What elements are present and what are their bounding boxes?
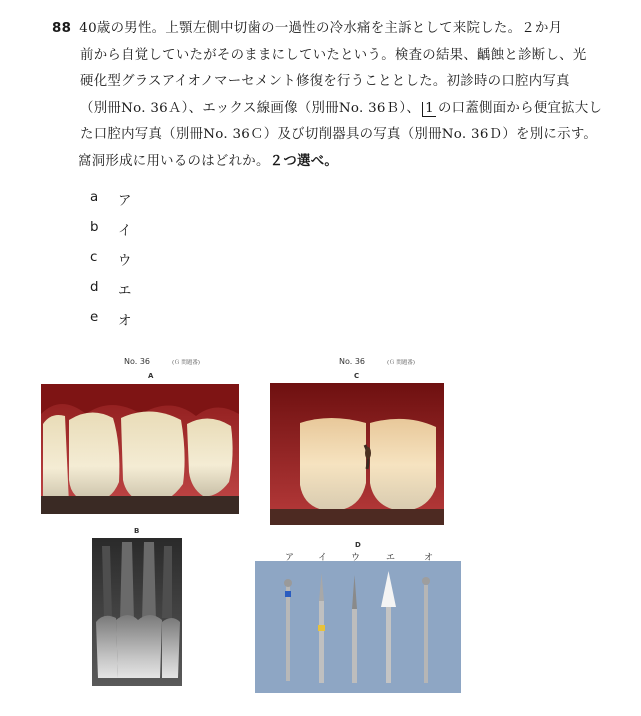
choice-a[interactable]: a ア	[90, 190, 132, 209]
choice-d[interactable]: d エ	[90, 280, 132, 299]
instrument-label-a: ア	[285, 553, 295, 563]
tooth-notation: 1	[422, 102, 436, 117]
question-line-2: 前から自覚していたがそのままにしていたという。検査の結果、齲蝕と診断し、光	[80, 47, 587, 63]
figure-caption-right: No. 36 (Ｇ 問題番)	[339, 357, 416, 366]
choice-c[interactable]: c ウ	[90, 250, 132, 269]
instrument-label-e: エ	[386, 553, 396, 563]
instruments-photo-d	[255, 561, 461, 693]
intraoral-photo-a	[41, 384, 239, 514]
plate-label-c: C	[354, 372, 360, 380]
xray-image-b	[92, 538, 182, 686]
instrument-label-i: イ	[318, 553, 328, 563]
question-prompt: 窩洞形成に用いるのはどれか。２つ選べ。	[78, 153, 339, 169]
choice-e[interactable]: e オ	[90, 310, 132, 329]
figure-caption-left: No. 36 (Ｇ 問題番)	[124, 357, 201, 366]
question-line-1: 88 40歳の男性。上顎左側中切歯の一過性の冷水痛を主訴として来院した。２か月	[52, 21, 563, 36]
choice-b[interactable]: b イ	[90, 220, 132, 239]
plate-label-a: A	[148, 372, 154, 380]
question-line-5: た口腔内写真（別冊No. 36Ｃ）及び切削器具の写真（別冊No. 36Ｄ）を別に示す。	[80, 127, 598, 142]
plate-label-b: B	[134, 527, 140, 535]
instrument-label-u: ウ	[351, 553, 361, 563]
intraoral-photo-c	[270, 383, 444, 525]
question-line-4: （別冊No. 36Ａ）、エックス線画像（別冊No. 36Ｂ）、 1 の口蓋側面から便宜拡大し	[80, 100, 603, 116]
question-number: 88	[52, 21, 72, 36]
choice-list	[90, 190, 131, 340]
question-text	[52, 16, 612, 175]
plate-label-d: D	[355, 541, 361, 549]
prompt-emphasis: ２つ選べ。	[269, 153, 339, 169]
instrument-label-o: オ	[424, 553, 434, 563]
question-line-3: 硬化型グラスアイオノマーセメント修復を行うこととした。初診時の口腔内写真	[80, 74, 570, 89]
